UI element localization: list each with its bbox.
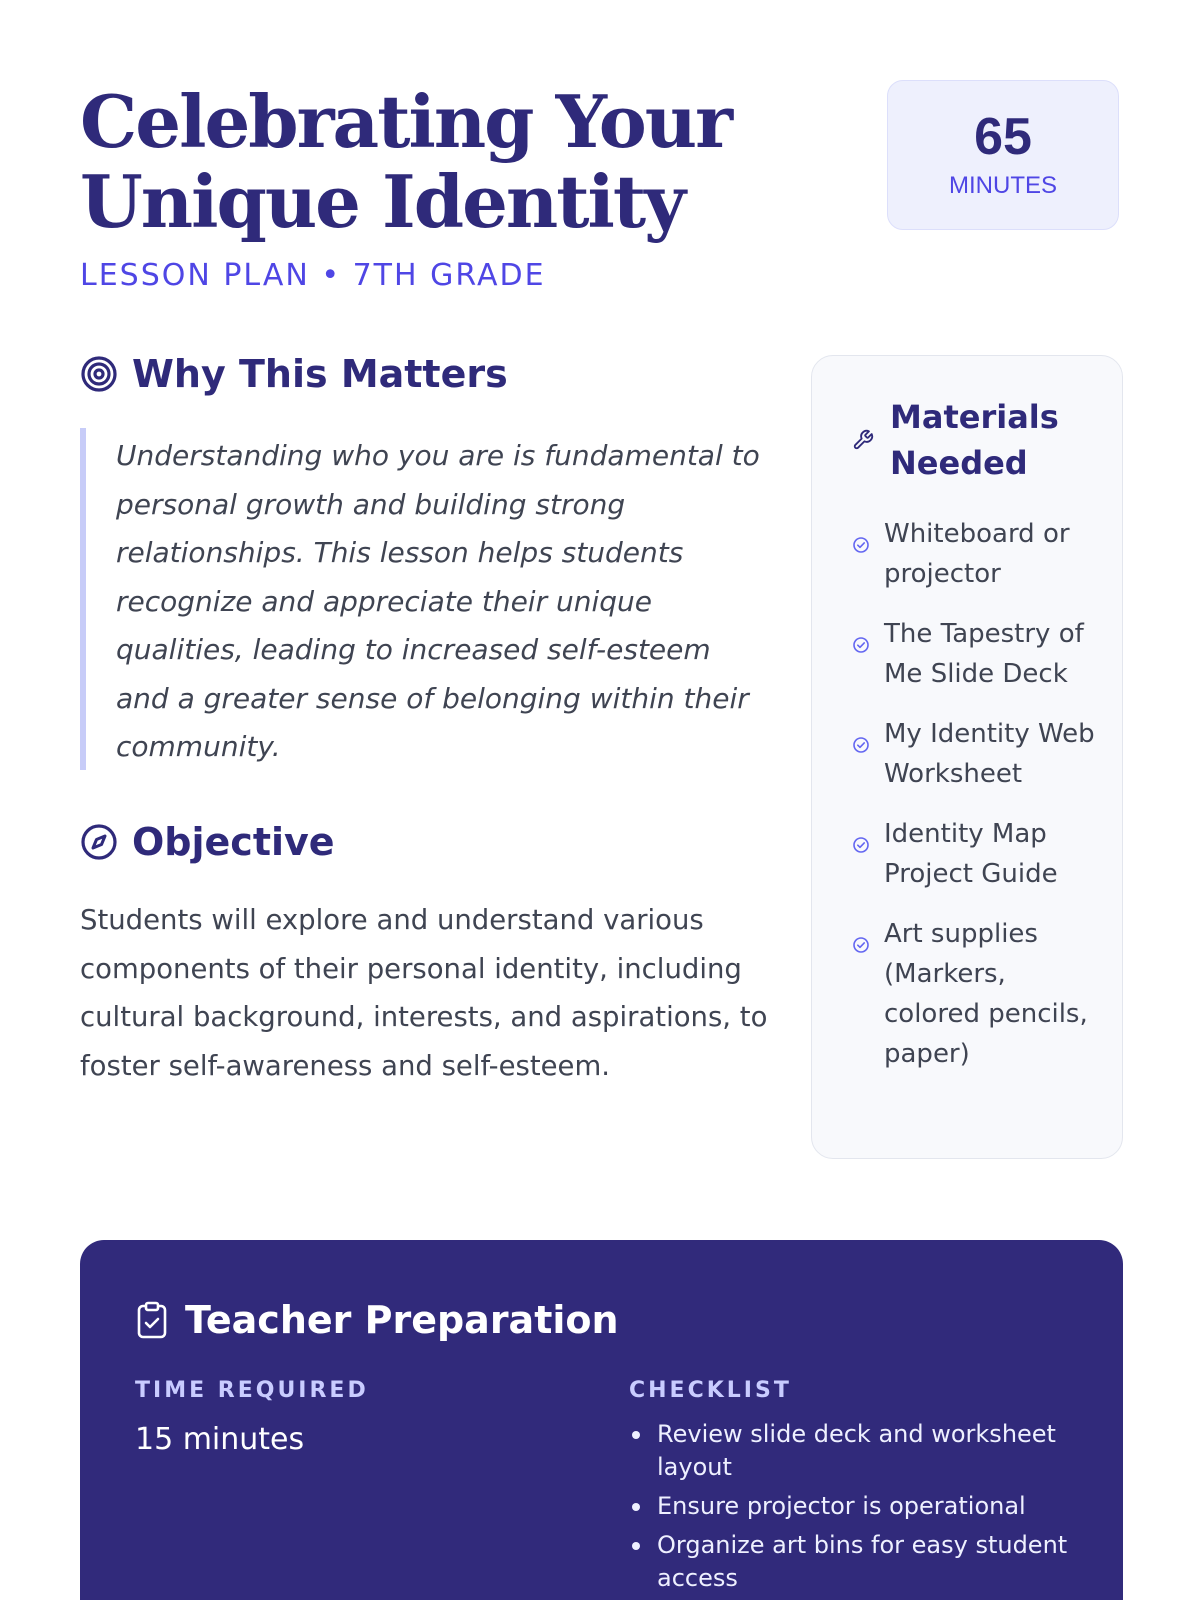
time-required-value: 15 minutes: [135, 1422, 305, 1457]
materials-item: [852, 614, 1098, 694]
why-heading: Why This Matters: [132, 352, 508, 396]
materials-item-label: My Identity Web Worksheet: [884, 719, 1095, 789]
materials-item: [852, 514, 1098, 594]
check-circle-icon: [852, 926, 870, 966]
wrench-icon: [852, 429, 874, 451]
clipboard-check-icon: [135, 1301, 169, 1339]
prep-checklist: [629, 1418, 1069, 1600]
time-required-label: TIME REQUIRED: [135, 1378, 369, 1403]
compass-icon: [80, 823, 118, 861]
objective-heading-row: [80, 820, 335, 864]
check-circle-icon: [852, 726, 870, 766]
check-circle-icon: [852, 626, 870, 666]
duration-unit: MINUTES: [949, 172, 1057, 199]
teacher-prep-panel: [80, 1240, 1123, 1600]
checklist-item: Review slide deck and worksheet layout: [629, 1418, 1069, 1484]
materials-card: [811, 355, 1123, 1159]
materials-item-label: Identity Map Project Guide: [884, 819, 1058, 889]
lesson-subtitle: LESSON PLAN • 7TH GRADE: [80, 258, 546, 293]
materials-item-label: Art supplies (Markers, colored pencils, paper): [884, 919, 1088, 1069]
materials-item-label: The Tapestry of Me Slide Deck: [884, 619, 1084, 689]
prep-heading: Teacher Preparation: [185, 1298, 619, 1342]
checklist-item: Organize art bins for easy student access: [629, 1529, 1069, 1595]
why-quote: Understanding who you are is fundamental to personal growth and building strong relationships. This lesson helps students recognize and appreciate their unique qualities, leading to increased self-esteem and a greater sense of belonging within their community.: [80, 428, 760, 770]
objective-text: Students will explore and understand various components of their personal identity, including cultural background, interests, and aspirations, to foster self-awareness and self-esteem.: [80, 904, 768, 1082]
duration-value: 65: [974, 108, 1032, 166]
materials-item-label: Whiteboard or projector: [884, 519, 1070, 589]
materials-list: [852, 514, 1098, 1094]
materials-heading: Materials Needed: [890, 398, 1059, 482]
materials-item: [852, 814, 1098, 894]
why-heading-row: [80, 352, 508, 396]
lesson-title: Celebrating Your Unique Identity: [80, 79, 732, 244]
prep-heading-row: [135, 1298, 619, 1342]
checklist-item: Ensure projector is operational: [629, 1490, 1069, 1523]
check-circle-icon: [852, 526, 870, 566]
materials-item: [852, 714, 1098, 794]
materials-heading-row: [852, 394, 1080, 486]
objective-heading: Objective: [132, 820, 335, 864]
duration-badge: [887, 80, 1119, 230]
materials-item: [852, 914, 1098, 1074]
checklist-label: CHECKLIST: [629, 1378, 792, 1403]
check-circle-icon: [852, 826, 870, 866]
target-icon: [80, 355, 118, 393]
